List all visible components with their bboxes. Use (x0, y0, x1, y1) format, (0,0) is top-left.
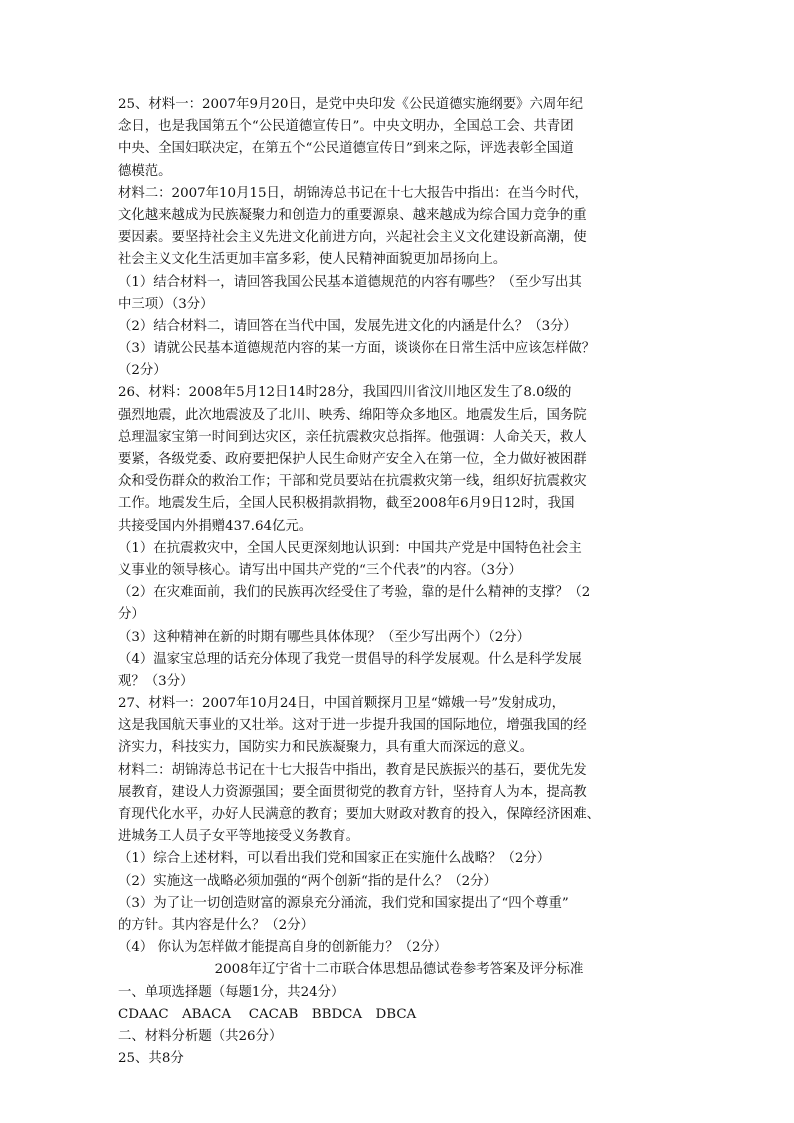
text-line: 义事业的领导核心。请写出中国共产党的“三个代表”的内容。（3分） (118, 562, 522, 578)
text-line: （1）在抗震救灾中，全国人民更深刻地认识到：中国共产党是中国特色社会主 (118, 540, 582, 556)
text-line: （1）综合上述材料，可以看出我们党和国家正在实施什么战略？（2分） (118, 851, 551, 867)
text-line: 共接受国内外捐赠437.64亿元。 (118, 518, 313, 534)
text-line: （3）为了让一切创造财富的源泉充分涌流，我们党和国家提出了“四个尊重” (118, 895, 569, 911)
text-line: （4）温家宝总理的话充分体现了我党一贯倡导的科学发展观。什么是科学发展 (118, 651, 582, 667)
text-line: （4） 你认为怎样做才能提高自身的创新能力？（2分） (118, 940, 448, 956)
text-line: 这是我国航天事业的又壮举。这对于进一步提升我国的国际地位，增强我国的经 (118, 718, 587, 734)
text-line: 中三项）（3分） (118, 296, 214, 312)
text-line: 25、共8分 (118, 1051, 184, 1067)
text-line: 济实力，科技实力，国防实力和民族凝聚力，具有重大而深远的意义。 (118, 740, 534, 756)
text-line: 工作。地震发生后，全国人民积极捐款捐物，截至2008年6月9日12时，我国 (118, 496, 575, 512)
text-line: 一、单项选择题（每题1分，共24分） (118, 984, 345, 1000)
document-page (118, 94, 680, 1070)
text-line: （2）结合材料二，请回答在当代中国，发展先进文化的内涵是什么？（3分） (118, 318, 577, 334)
text-line: 念日，也是我国第五个“公民道德宣传日”。中央文明办，全国总工会、共青团 (118, 119, 574, 135)
text-line: 分） (118, 607, 145, 623)
text-line: 的方针。其内容是什么？（2分） (118, 917, 314, 933)
text-line: 观？（3分） (118, 673, 194, 689)
text-line: 二、材料分析题（共26分） (118, 1028, 283, 1044)
text-line: 育现代化水平，办好人民满意的教育；要加大财政对教育的投入，保障经济困难、 (118, 807, 601, 822)
text-line: 强烈地震，此次地震波及了北川、映秀、绵阳等众多地区。地震发生后，国务院 (118, 407, 587, 423)
text-line: 众和受伤群众的救治工作；干部和党员要站在抗震救灾第一线，组织好抗震救灾 (118, 474, 587, 490)
text-line: 材料二：2007年10月15日，胡锦涛总书记在十七大报告中指出：在当今时代， (118, 185, 588, 201)
text-line: （3）这种精神在新的时期有哪些具体体现？（至少写出两个）（2分） (118, 629, 531, 645)
text-line: 要紧，各级党委、政府要把保护人民生命财产安全入在第一位，全力做好被困群 (118, 452, 587, 467)
text-line: （2分） (118, 363, 167, 379)
text-line: 材料二：胡锦涛总书记在十七大报告中指出，教育是民族振兴的基石，要优先发 (118, 762, 587, 778)
text-line: 德模范。 (118, 163, 172, 179)
text-line: 26、材料：2008年5月12日14时28分，我国四川省汶川地区发生了8.0级的 (118, 385, 572, 401)
text-line: （2）在灾难面前，我们的民族再次经受住了考验，靠的是什么精神的支撑？（2 (118, 585, 591, 601)
text-line: 进城务工人员子女平等地接受义务教育。 (118, 829, 360, 845)
text-line: 展教育，建设人力资源强国；要全面贯彻党的教育方针，坚持育人为本，提高教 (118, 784, 587, 800)
text-line: 中央、全国妇联决定，在第五个“公民道德宣传日”到来之际，评选表彰全国道 (118, 141, 574, 157)
text-line: 总理温家宝第一时间到达灾区，亲任抗震救灾总指挥。他强调：人命关天，救人 (118, 429, 587, 445)
text-line: 文化越来越成为民族凝聚力和创造力的重要源泉、越来越成为综合国力竞争的重 (118, 207, 587, 223)
text-line: 要因素。要坚持社会主义先进文化前进方向，兴起社会主义文化建设新高潮，使 (118, 230, 587, 246)
text-line: （2）实施这一战略必须加强的“两个创新“指的是什么？（2分） (118, 873, 497, 889)
text-line: 25、材料一：2007年9月20日，是党中央印发《公民道德实施纲要》六周年纪 (118, 97, 584, 112)
text-line: CDAAC ABACA CACAB BBDCA DBCA (118, 1006, 417, 1022)
answer-section-title: 2008年辽宁省十二市联合体思想品德试卷参考答案及评分标准 (214, 962, 584, 978)
text-line: （1）结合材料一，请回答我国公民基本道德规范的内容有哪些？（至少写出其 (118, 274, 582, 290)
text-line: 27、材料一：2007年10月24日，中国首颗探月卫星“嫦娥一号”发射成功， (118, 696, 566, 712)
text-line: 社会主义文化生活更加丰富多彩，使人民精神面貌更加昂扬向上。 (118, 252, 507, 268)
text-line: （3）请就公民基本道德规范内容的某一方面，谈谈你在日常生活中应该怎样做？ (118, 341, 596, 357)
